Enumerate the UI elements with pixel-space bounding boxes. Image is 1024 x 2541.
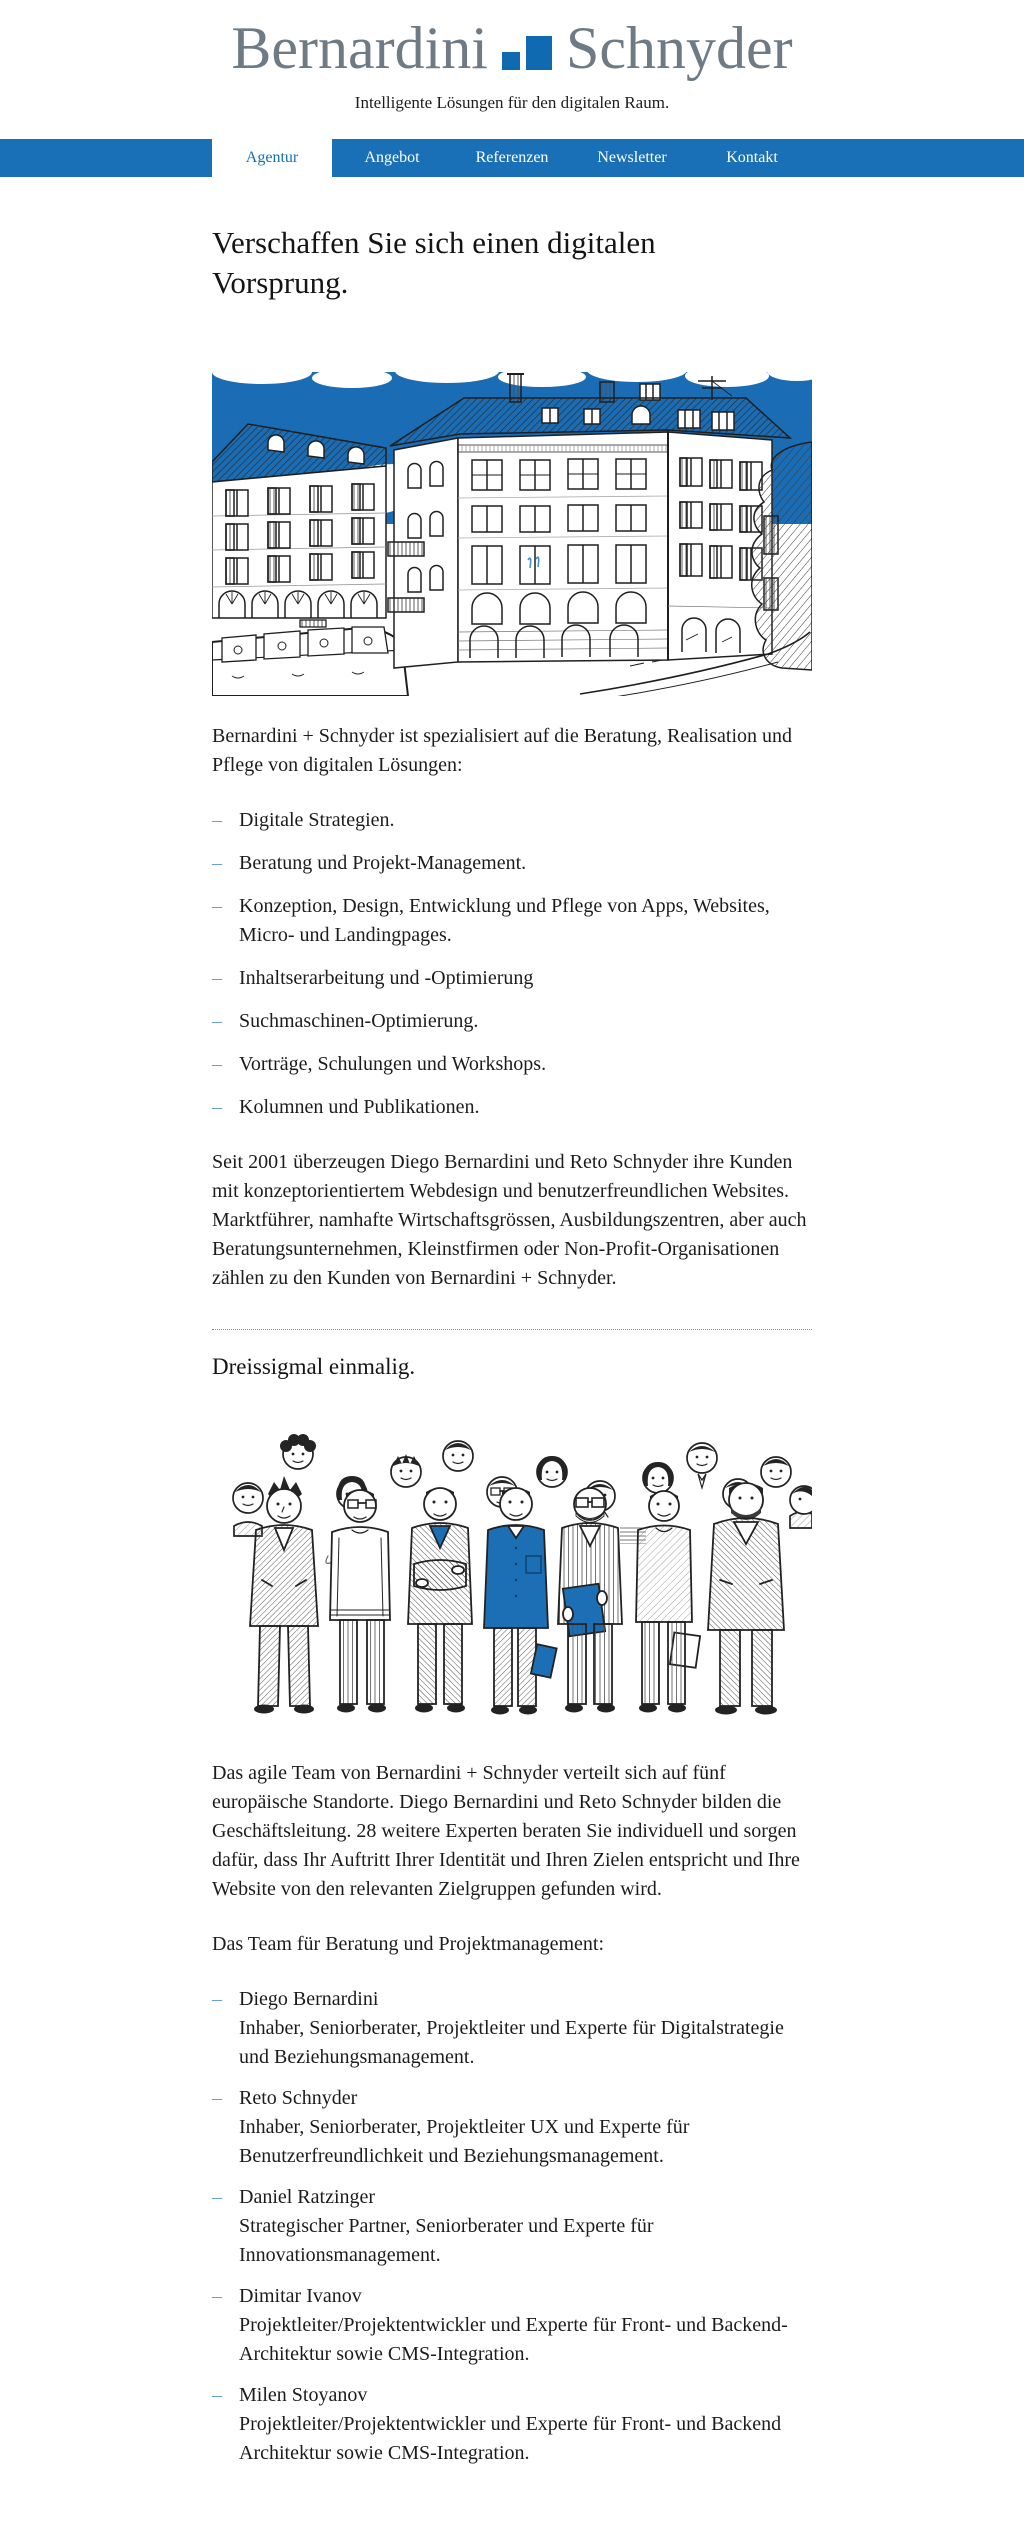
history-paragraph: Seit 2001 überzeugen Diego Bernardini und Reto Schnyder ihre Kunden mit konzeptorientiertem Webdesign und benutzerfreundlichen Websites. Marktführer, namhafte Wirtschaftsgrössen, Ausbildungszentren, aber auch Beratungsunternehmen, Kleinstfirmen oder Non-Profit-Organisationen zählen zu den Kunden von Bernardini + Schnyder. xyxy=(212,1151,807,1290)
brand-logo xyxy=(0,15,1024,81)
service-item: – Kolumnen und Publikationen. xyxy=(212,1093,812,1122)
member-role: Inhaber, Seniorberater, Projektleiter UX und Experte für Benutzerfreundlichkeit und Beziehungsmanagement. xyxy=(239,2116,690,2168)
city-buildings-illustration xyxy=(212,366,812,696)
service-item: – Konzeption, Design, Entwicklung und Pflege von Apps, Websites, Micro- und Landingpages. xyxy=(212,892,812,950)
service-item: – Suchmaschinen-Optimierung. xyxy=(212,1007,812,1036)
team-member xyxy=(212,1985,812,2072)
intro-paragraph: Bernardini + Schnyder ist spezialisiert auf die Beratung, Realisation und Pflege von digitalen Lösungen: xyxy=(212,725,793,777)
nav-tab-referenzen[interactable]: Referenzen xyxy=(475,149,549,166)
team-section-heading: Dreissigmal einmalig. xyxy=(212,1354,416,1380)
member-name: – Reto Schnyder xyxy=(239,2087,358,2110)
nav-tab-kontakt[interactable]: Kontakt xyxy=(726,149,778,166)
nav-tabs xyxy=(212,139,812,189)
member-role: Inhaber, Seniorberater, Projektleiter und Experte für Digitalstrategie und Beziehungsmanagement. xyxy=(239,2017,784,2069)
member-role: Projektleiter/Projektentwickler und Experte für Front- und Backend Architektur sowie CMS-Integration. xyxy=(239,2413,782,2465)
service-item: – Inhaltserarbeitung und -Optimierung xyxy=(212,964,812,993)
page-title: Verschaffen Sie sich einen digitalen Vorsprung. xyxy=(212,225,656,300)
main-navigation xyxy=(0,139,1024,177)
member-name: – Daniel Ratzinger xyxy=(239,2186,376,2209)
brand-name-second: Schnyder xyxy=(565,15,793,81)
service-item: – Beratung und Projekt-Management. xyxy=(212,849,812,878)
team-member xyxy=(212,2084,812,2171)
service-item: – Digitale Strategien. xyxy=(212,806,812,835)
service-item: – Vorträge, Schulungen und Workshops. xyxy=(212,1050,812,1079)
site-header xyxy=(0,0,1024,113)
logo-square-small xyxy=(502,52,520,70)
nav-tab-newsletter[interactable]: Newsletter xyxy=(597,149,667,166)
section-divider xyxy=(212,1329,812,1330)
team-member xyxy=(212,2282,812,2369)
brand-name-first: Bernardini xyxy=(231,15,488,81)
team-member xyxy=(212,2183,812,2270)
member-name: – Diego Bernardini xyxy=(239,1988,379,2011)
nav-tab-angebot[interactable]: Angebot xyxy=(364,149,420,166)
member-name: – Milen Stoyanov xyxy=(239,2384,368,2407)
team-list-intro: Das Team für Beratung und Projektmanagement: xyxy=(212,1933,605,1956)
logo-square-large xyxy=(526,36,552,70)
team-member xyxy=(212,2381,812,2468)
brand-tagline: Intelligente Lösungen für den digitalen Raum. xyxy=(354,93,670,112)
member-name: – Dimitar Ivanov xyxy=(239,2285,362,2308)
team-members-list xyxy=(212,1985,812,2468)
main-content xyxy=(212,223,812,2474)
member-role: Projektleiter/Projektentwickler und Experte für Front- und Backend-Architektur sowie CMS-Integration. xyxy=(239,2314,788,2366)
nav-tab-agentur[interactable]: Agentur xyxy=(212,139,332,189)
logo-squares-icon xyxy=(502,36,552,70)
services-list xyxy=(212,806,812,1122)
team-illustration xyxy=(212,1398,812,1733)
member-role: Strategischer Partner, Seniorberater und Experte für Innovationsmanagement. xyxy=(239,2215,654,2267)
team-description: Das agile Team von Bernardini + Schnyder verteilt sich auf fünf europäische Standorte. Diego Bernardini und Reto Schnyder bilden die Geschäftsleitung. 28 weitere Experten beraten Sie individuell und sorgen dafür, dass Ihr Auftritt Ihrer Identität und Ihren Zielen entspricht und Ihre Website von den relevanten Zielgruppen gefunden wird. xyxy=(212,1762,800,1901)
